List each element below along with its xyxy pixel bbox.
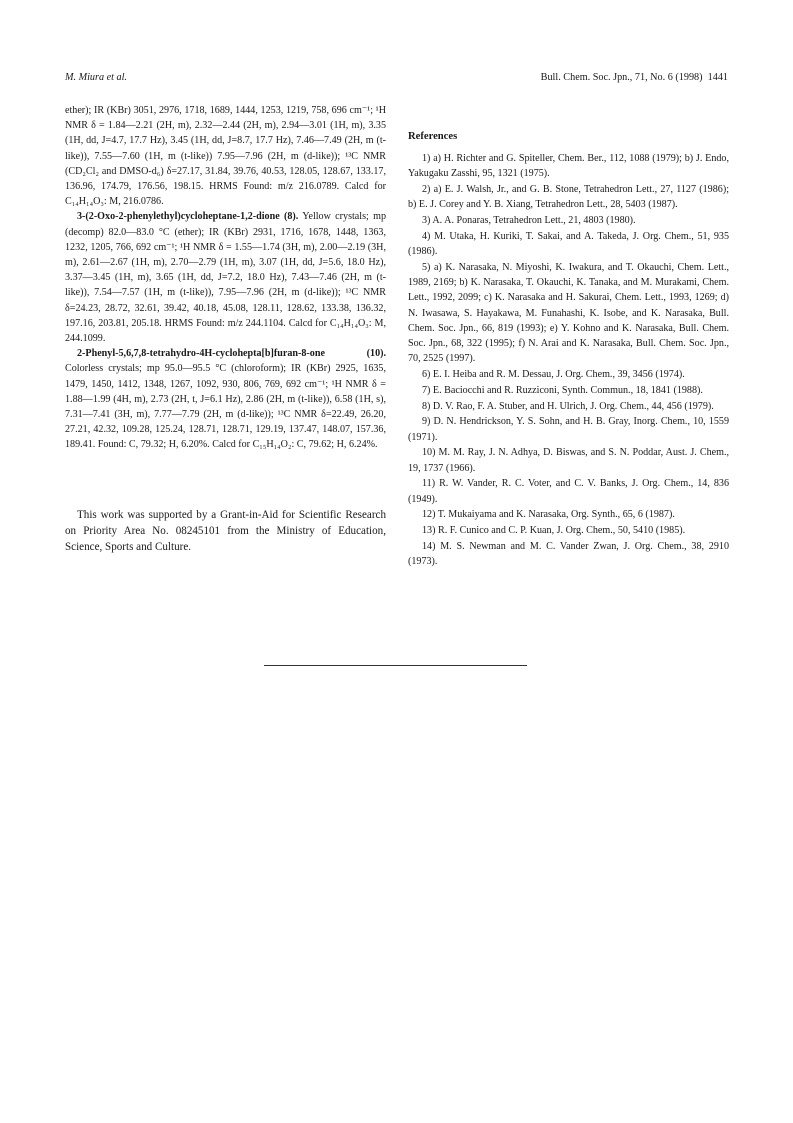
end-rule	[264, 665, 527, 666]
compound-10-entry	[65, 346, 386, 452]
references-heading: References	[408, 131, 458, 142]
reference-item: 8) D. V. Rao, F. A. Stuber, and H. Ulrich, J. Org. Chem., 44, 456 (1979).	[422, 400, 714, 412]
experimental-continuation: ether); IR (KBr) 3051, 2976, 1718, 1689, 1444, 1253, 1219, 758, 696 cm⁻¹; ¹H NMR δ = 1.84—2.21 (2H, m), 2.32—2.44 (2H, m), 2.94—3.01 (1H, m), 3.35 (1H, dd, J=4.7, 17.7 Hz), 3.45 (1H, dd, J=8.7, 17.7 Hz), 7.46—7.49 (2H, m (t-like)), 7.55—7.60 (1H, m (t-like)) 7.95—7.96 (2H, m (d-like)); ¹³C NMR (CD₂Cl₂ and DMSO-d₆) δ=27.17, 31.84, 39.76, 40.53, 128.05, 128.67, 133.17, 136.96, 174.79, 176.56, 198.15. HRMS Found: m/z 216.0789. Calcd for C₁₄H₁₄O₃: M, 216.0786.	[65, 105, 386, 208]
compound-8-entry	[65, 209, 386, 346]
reference-item: 6) E. I. Heiba and R. M. Dessau, J. Org. Chem., 39, 3456 (1974).	[422, 369, 685, 381]
left-column	[65, 103, 386, 555]
reference-item: 5) a) K. Narasaka, N. Miyoshi, K. Iwakura, and T. Okauchi, Chem. Lett., 1989, 2169; b) K. Narasaka, T. Okauchi, K. Tanaka, and M. Murakami, Chem. Lett., 1992, 2099; c) K. Narasaka and H. Sakurai, Chem. Lett., 1993, 1269; d) N. Iwasawa, S. Hayakawa, M. Funahashi, K. Isobe, and K. Narasaka, Bull. Chem. Soc. Jpn., 66, 819 (1993); e) Y. Kohno and K. Narasaka, Bull. Chem. Soc. Jpn., 68, 322 (1995); f) N. Arai and K. Narasaka, Bull. Chem. Soc. Jpn., 70, 2525 (1997).	[408, 262, 729, 365]
reference-item: 9) D. N. Hendrickson, Y. S. Sohn, and H. B. Gray, Inorg. Chem., 10, 1559 (1971).	[408, 416, 729, 443]
reference-item: 3) A. A. Ponaras, Tetrahedron Lett., 21, 4803 (1980).	[422, 215, 636, 227]
compound-10-data: Colorless crystals; mp 95.0—95.5 °C (chloroform); IR (KBr) 2925, 1635, 1479, 1450, 1412, 1348, 1267, 1092, 930, 806, 769, 692 cm⁻¹; ¹H NMR δ = 1.88—1.99 (4H, m), 2.73 (2H, t, J=6.1 Hz), 2.86 (2H, m (t-like)), 6.58 (1H, s), 7.31—7.41 (3H, m), 7.77—7.79 (2H, m (d-like)); ¹³C NMR δ=22.49, 26.20, 27.21, 42.32, 109.28, 125.24, 128.71, 128.71, 129.19, 137.47, 148.07, 157.36, 189.41. Found: C, 79.32; H, 6.20%. Calcd for C₁₅H₁₄O₂: C, 79.62; H, 6.24%.	[65, 363, 386, 451]
compound-10-name: 2-Phenyl-5,6,7,8-tetrahydro-4H-cyclohepta[b]furan-8-one (10).	[77, 348, 386, 360]
reference-item: 2) a) E. J. Walsh, Jr., and G. B. Stone, Tetrahedron Lett., 27, 1127 (1986); b) E. J. Corey and Y. B. Xiang, Tetrahedron Lett., 28, 5403 (1987).	[408, 184, 729, 211]
header-page-number: 1441	[707, 72, 728, 83]
right-column	[408, 103, 729, 570]
reference-item: 11) R. W. Vander, R. C. Voter, and C. V. Banks, J. Org. Chem., 14, 836 (1949).	[408, 478, 729, 505]
reference-item: 4) M. Utaka, H. Kuriki, T. Sakai, and A. Takeda, J. Org. Chem., 51, 935 (1986).	[408, 231, 729, 258]
running-header	[65, 72, 728, 86]
reference-item: 12) T. Mukaiyama and K. Narasaka, Org. Synth., 65, 6 (1987).	[422, 509, 675, 521]
reference-list	[408, 151, 729, 569]
compound-8-data: Yellow crystals; mp (decomp) 82.0—83.0 °C (ether); IR (KBr) 2931, 1716, 1678, 1448, 1363, 1232, 1205, 766, 692 cm⁻¹; ¹H NMR δ = 1.55—1.74 (3H, m), 2.00—2.19 (3H, m), 2.61—2.67 (1H, m), 2.70—2.79 (1H, m), 3.07 (1H, dd, J=5.6, 18.0 Hz), 3.37—3.45 (1H, m), 3.65 (1H, dd, J=7.2, 18.0 Hz), 7.43—7.46 (2H, m (t-like)), 7.54—7.57 (1H, m (t-like)), 7.95—7.96 (2H, m (d-like)); ¹³C NMR δ=24.23, 28.72, 32.61, 39.42, 40.18, 45.08, 128.11, 128.62, 133.38, 136.32, 197.16, 203.81, 205.18. HRMS Found: m/z 244.1104. Calcd for C₁₄H₁₄O₃: M, 244.1099.	[65, 211, 387, 345]
reference-item: 7) E. Baciocchi and R. Ruzziconi, Synth. Commun., 18, 1841 (1988).	[422, 384, 703, 396]
compound-8-name: 3-(2-Oxo-2-phenylethyl)cycloheptane-1,2-dione (8).	[77, 211, 299, 223]
reference-item: 13) R. F. Cunico and C. P. Kuan, J. Org. Chem., 50, 5410 (1985).	[422, 525, 686, 537]
header-journal: Bull. Chem. Soc. Jpn., 71, No. 6 (1998)	[540, 72, 703, 83]
acknowledgment: This work was supported by a Grant-in-Aid for Scientific Research on Priority Area No. 08245101 from the Ministry of Education, Science, Sports and Culture.	[65, 508, 386, 553]
header-journal-page	[541, 72, 728, 83]
reference-item: 1) a) H. Richter and G. Spiteller, Chem. Ber., 112, 1088 (1979); b) J. Endo, Yakugaku Zasshi, 95, 1321 (1975).	[408, 153, 729, 180]
reference-item: 10) M. M. Ray, J. N. Adhya, D. Biswas, and S. N. Poddar, Aust. J. Chem., 19, 1737 (1966).	[408, 447, 729, 474]
header-authors: M. Miura et al.	[65, 72, 127, 83]
reference-item: 14) M. S. Newman and M. C. Vander Zwan, J. Org. Chem., 38, 2910 (1973).	[408, 541, 729, 568]
